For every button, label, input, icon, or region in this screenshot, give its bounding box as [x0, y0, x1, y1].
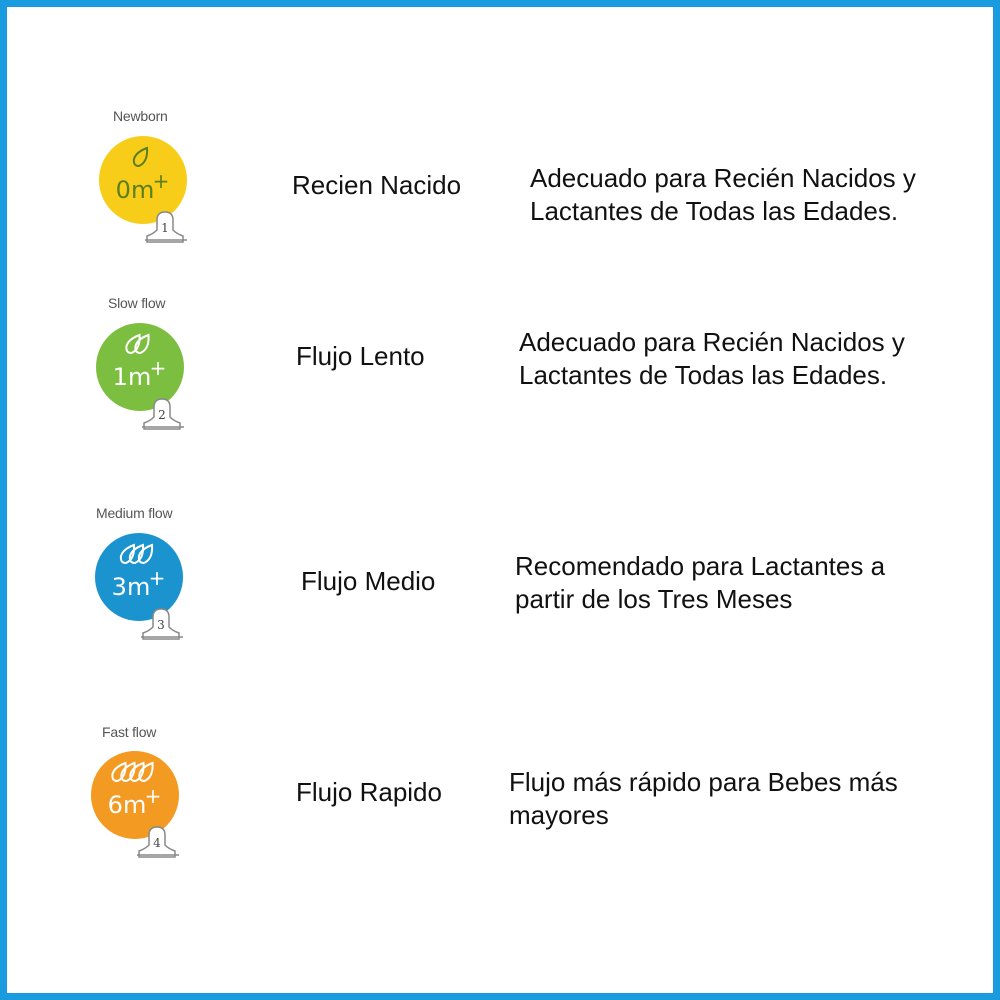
flow-badge-slow	[92, 319, 192, 429]
nipple-description: Recomendado para Lactantes a partir de los Tres Meses	[515, 551, 886, 614]
flow-badge-fast	[87, 747, 187, 857]
nipple-description: Adecuado para Recién Nacidos y Lactantes de Todas las Edades.	[530, 163, 916, 226]
badge-plus: +	[149, 356, 167, 380]
flow-badge-medium	[91, 529, 191, 639]
teat-number: 4	[153, 836, 161, 850]
teat-number: 3	[157, 618, 165, 632]
caption-slow-flow: Slow flow	[108, 295, 166, 311]
badge-plus: +	[148, 566, 166, 590]
badge-plus: +	[144, 784, 162, 808]
badge-age-label: 0m	[115, 176, 155, 204]
flow-badge-newborn	[95, 132, 195, 242]
caption-newborn: Newborn	[113, 108, 168, 124]
badge-age-label: 6m	[107, 791, 147, 819]
nipple-description: Adecuado para Recién Nacidos y Lactantes de Todas las Edades.	[519, 327, 905, 390]
nipple-description: Flujo más rápido para Bebes más mayores	[509, 767, 898, 830]
caption-medium-flow: Medium flow	[96, 505, 173, 521]
nipple-name: Flujo Rapido	[296, 777, 442, 807]
badge-plus: +	[152, 169, 170, 193]
nipple-name: Flujo Medio	[301, 566, 436, 596]
caption-fast-flow: Fast flow	[102, 724, 157, 740]
nipple-name: Flujo Lento	[296, 341, 425, 371]
badge-age-label: 3m	[111, 573, 151, 601]
teat-number: 2	[158, 408, 166, 422]
badge-age-label: 1m	[112, 363, 152, 391]
teat-number: 1	[161, 221, 169, 235]
nipple-name: Recien Nacido	[292, 170, 462, 200]
